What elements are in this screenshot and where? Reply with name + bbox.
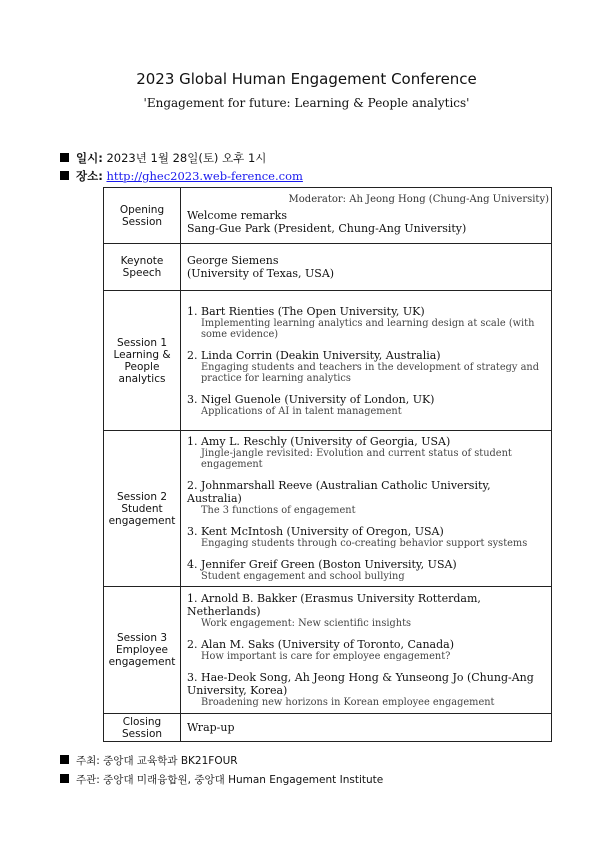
line: George Siemens — [187, 254, 279, 267]
table-row — [104, 244, 552, 291]
speaker: 3. Kent McIntosh (University of Oregon, USA) — [187, 525, 444, 538]
talk-topic: Student engagement and school bullying — [201, 571, 405, 582]
line: (University of Texas, USA) — [187, 267, 335, 280]
talk-topic: Applications of AI in talent management — [201, 405, 402, 417]
speaker: 1. Bart Rienties (The Open University, UK) — [187, 304, 425, 318]
table-row — [104, 431, 552, 587]
speaker: 1. Arnold B. Bakker (Erasmus University Rotterdam, Netherlands) — [187, 592, 481, 618]
talk-topic: How important is care for employee engagement? — [201, 651, 451, 662]
place-link[interactable]: http://ghec2023.web-ference.com — [106, 169, 303, 183]
table-row — [104, 714, 552, 742]
speaker: 1. Amy L. Reschly (University of Georgia, USA) — [187, 435, 451, 448]
row-label: Keynote Speech — [104, 244, 181, 291]
row-label: Session 1 Learning & People analytics — [104, 291, 181, 431]
talk-topic: Jingle-jangle revisited: Evolution and current status of student engagement — [201, 448, 512, 470]
talk-topic: Work engagement: New scientific insights — [201, 618, 412, 629]
talk-topic: Engaging students and teachers in the development of strategy and practice for learning analytics — [201, 361, 540, 384]
row-label: Session 2 Student engagement — [104, 431, 181, 587]
talk-topic: The 3 functions of engagement — [201, 505, 356, 516]
speaker: 2. Johnmarshall Reeve (Australian Catholic University, Australia) — [187, 479, 491, 505]
row-label: Opening Session — [104, 188, 181, 244]
host-text: 주최: 중앙대 교육학과 BK21FOUR — [76, 755, 238, 767]
table-row — [104, 188, 552, 244]
program-table — [103, 187, 552, 742]
page-subtitle: 'Engagement for future: Learning & People analytics' — [143, 96, 470, 110]
organizer-line — [60, 772, 383, 787]
page-title: 2023 Global Human Engagement Conference — [136, 70, 477, 88]
table-row — [104, 587, 552, 714]
bullet-square-icon — [60, 774, 69, 783]
row-label: Session 3 Employee engagement — [104, 587, 181, 714]
talk-topic: Engaging students through co-creating behavior support systems — [201, 538, 528, 549]
row-label: Closing Session — [104, 714, 181, 742]
place-label: 장소: — [76, 169, 103, 183]
place-line — [60, 168, 303, 184]
talk-topic: Implementing learning analytics and learning design at scale (with some evidence) — [201, 317, 535, 340]
speaker: 2. Linda Corrin (Deakin University, Australia) — [187, 348, 441, 362]
date-value: 2023년 1월 28일(토) 오후 1시 — [106, 151, 267, 165]
speaker: 3. Nigel Guenole (University of London, UK) — [187, 392, 435, 406]
talk-topic: Broadening new horizons in Korean employee engagement — [201, 697, 495, 708]
bullet-square-icon — [60, 171, 69, 180]
organizer-text: 주관: 중앙대 미래융합원, 중앙대 Human Engagement Institute — [76, 774, 384, 786]
date-line — [60, 150, 266, 166]
bullet-square-icon — [60, 153, 69, 162]
date-label: 일시: — [76, 151, 103, 165]
speaker: 2. Alan M. Saks (University of Toronto, Canada) — [187, 638, 454, 651]
line: Sang-Gue Park (President, Chung-Ang University) — [187, 221, 467, 235]
moderator: Moderator: Ah Jeong Hong (Chung-Ang University) — [288, 193, 549, 205]
line: Welcome remarks — [187, 208, 287, 222]
host-line — [60, 753, 238, 768]
line: Wrap-up — [187, 721, 235, 734]
table-row — [104, 291, 552, 431]
speaker: 4. Jennifer Greif Green (Boston University, USA) — [187, 558, 457, 571]
speaker: 3. Hae-Deok Song, Ah Jeong Hong & Yunseong Jo (Chung-Ang University, Korea) — [187, 671, 534, 697]
bullet-square-icon — [60, 755, 69, 764]
